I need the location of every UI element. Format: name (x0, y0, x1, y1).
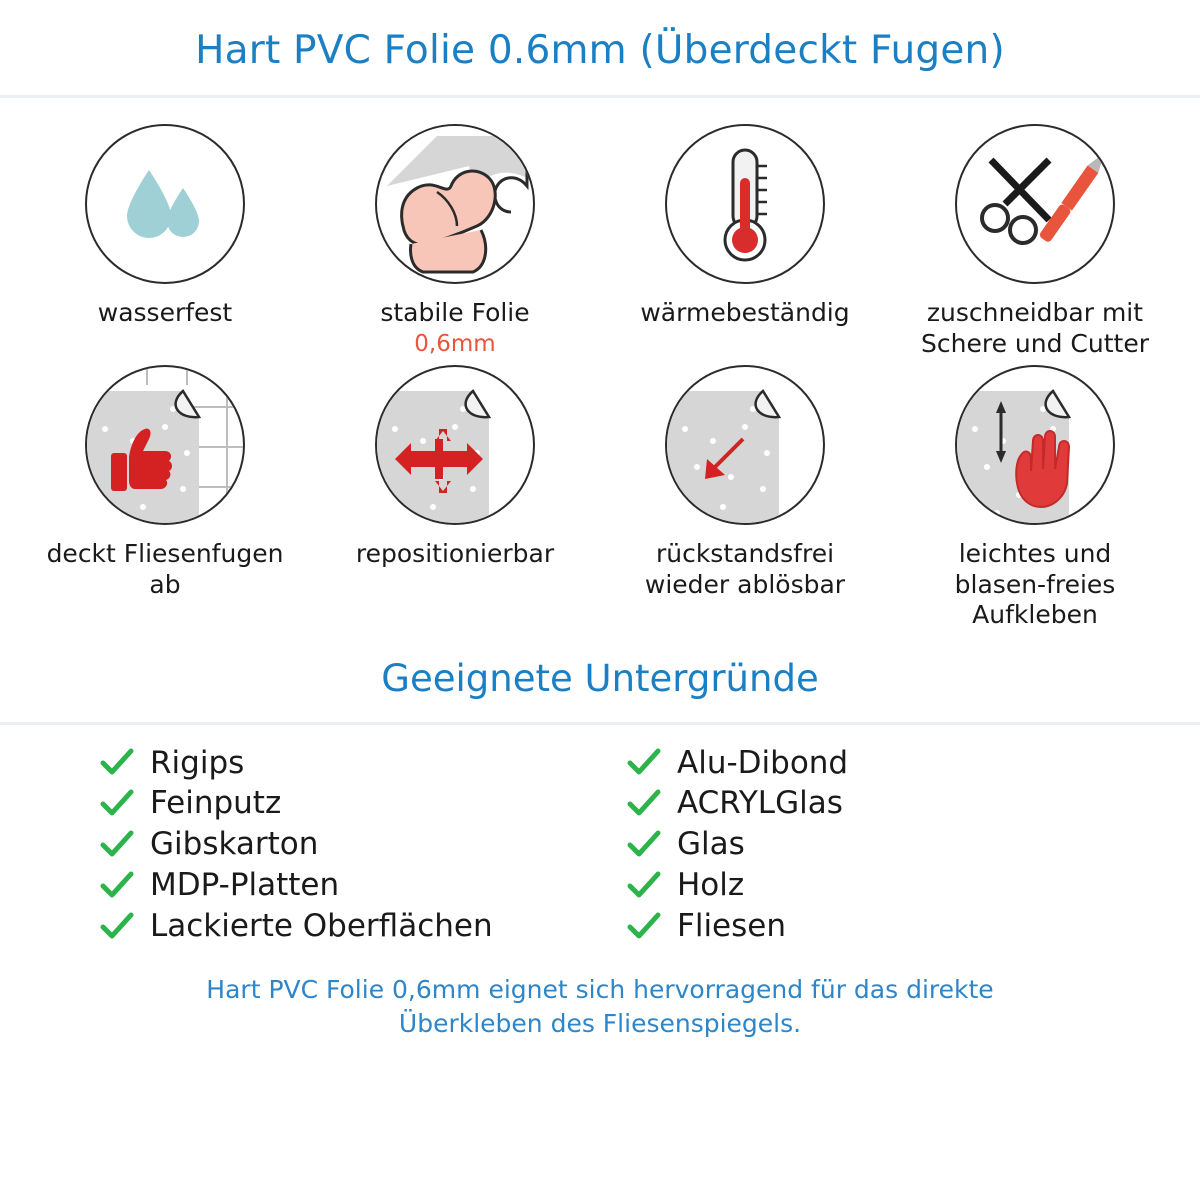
flexed-arm-icon (375, 124, 535, 284)
check-mark-icon (627, 789, 661, 819)
list-item-label: ACRYLGlas (677, 785, 843, 822)
feature-label: deckt Fliesenfugen ab (46, 539, 284, 599)
list-item (100, 824, 595, 865)
feature-label: repositionierbar (355, 539, 555, 568)
check-mark-icon (627, 871, 661, 901)
check-mark-icon (627, 830, 661, 860)
feature-item (890, 365, 1180, 631)
footnote-line-1: Hart PVC Folie 0,6mm eignet sich hervorragend für das direkte (206, 975, 994, 1005)
feature-grid (0, 98, 1200, 631)
page-title: Hart PVC Folie 0.6mm (Überdeckt Fugen) (195, 28, 1005, 73)
list-item-label: Holz (677, 867, 745, 904)
four-way-arrows-icon (375, 365, 535, 525)
water-drops-icon (85, 124, 245, 284)
footnote-line-2: Überkleben des Fliesenspiegels. (398, 1008, 802, 1038)
list-item (605, 906, 1100, 947)
feature-label: wärmebeständig (640, 298, 850, 327)
list-item (100, 783, 595, 824)
list-item-label: Rigips (150, 744, 245, 781)
scissors-cutter-icon (955, 124, 1115, 284)
hand-smoothing-icon (955, 365, 1115, 525)
feature-label: stabile Folie (380, 298, 530, 327)
check-mark-icon (100, 871, 134, 901)
feature-item (310, 124, 600, 359)
list-item-label: Glas (677, 826, 745, 863)
list-item-label: Alu-Dibond (677, 744, 849, 781)
check-mark-icon (100, 748, 134, 778)
list-item-label: MDP-Platten (150, 867, 340, 904)
check-mark-icon (100, 912, 134, 942)
feature-sublabel: 0,6mm (414, 330, 496, 357)
check-mark-icon (627, 748, 661, 778)
list-item (100, 865, 595, 906)
feature-item (310, 365, 600, 631)
feature-item (20, 365, 310, 631)
feature-label: wasserfest (97, 298, 233, 327)
footnote (0, 947, 1200, 1041)
feature-label: leichtes und blasen-freies Aufkleben (954, 539, 1116, 629)
feature-item (600, 124, 890, 359)
feature-item (600, 365, 890, 631)
thermometer-icon (665, 124, 825, 284)
peel-arrow-icon (665, 365, 825, 525)
list-item (605, 824, 1100, 865)
thumbs-up-tiles-icon (85, 365, 245, 525)
substrates-list (0, 725, 1200, 948)
substrates-title-bar (0, 631, 1200, 722)
substrates-right-column (605, 743, 1100, 948)
list-item-label: Feinputz (150, 785, 282, 822)
list-item-label: Lackierte Oberflächen (150, 908, 493, 945)
list-item (100, 743, 595, 784)
check-mark-icon (627, 912, 661, 942)
title-bar (0, 0, 1200, 95)
list-item (605, 865, 1100, 906)
list-item (605, 743, 1100, 784)
substrates-title: Geeignete Untergründe (381, 656, 819, 700)
feature-item (890, 124, 1180, 359)
list-item-label: Fliesen (677, 908, 786, 945)
feature-label: rückstandsfrei wieder ablösbar (644, 539, 846, 599)
list-item-label: Gibskarton (150, 826, 319, 863)
substrates-left-column (100, 743, 595, 948)
check-mark-icon (100, 830, 134, 860)
feature-label: zuschneidbar mit Schere und Cutter (921, 298, 1149, 358)
feature-item (20, 124, 310, 359)
list-item (605, 783, 1100, 824)
check-mark-icon (100, 789, 134, 819)
list-item (100, 906, 595, 947)
